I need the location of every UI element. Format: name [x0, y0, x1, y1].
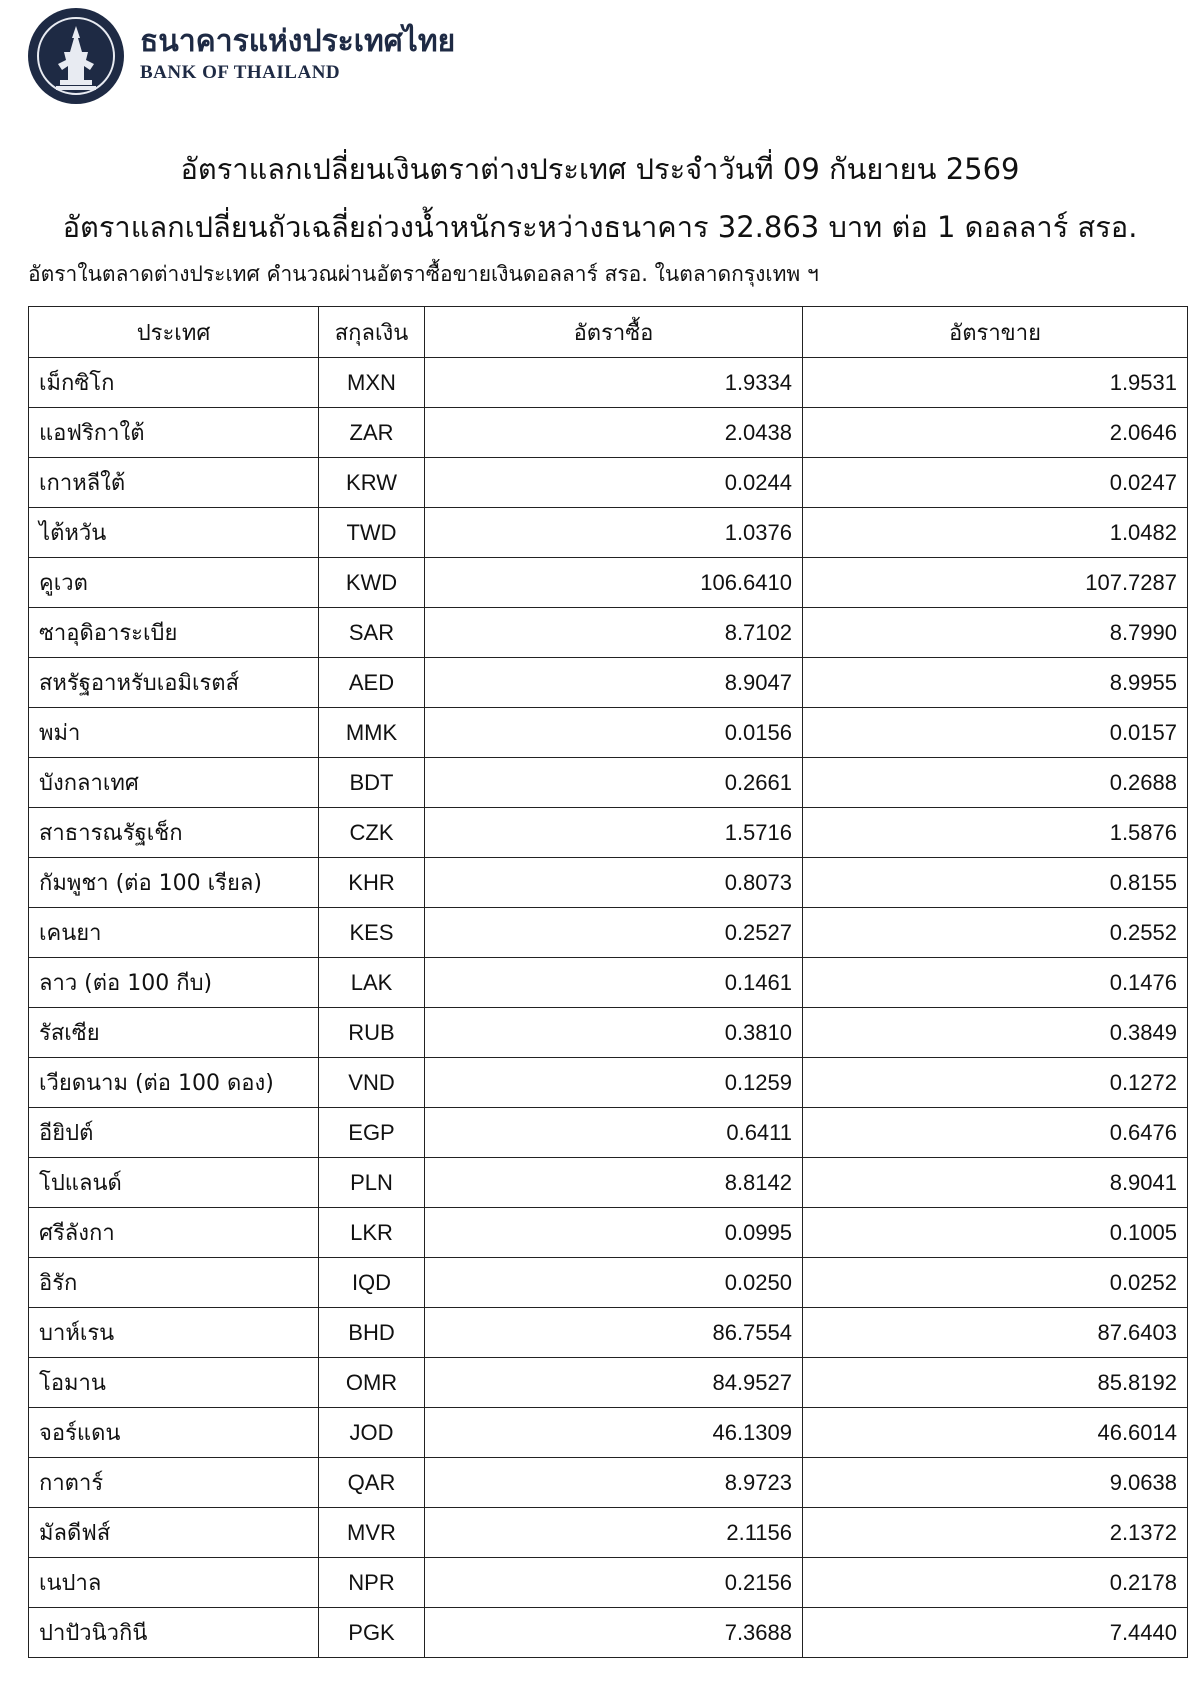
country-cell: โปแลนด์: [29, 1158, 319, 1208]
currency-code-cell: LKR: [319, 1208, 425, 1258]
sell-rate-cell: 0.0157: [803, 708, 1188, 758]
table-row: [29, 958, 1188, 1008]
market-note: อัตราในตลาดต่างประเทศ คำนวณผ่านอัตราซื้อขายเงินดอลลาร์ สรอ. ในตลาดกรุงเทพ ฯ: [28, 262, 819, 286]
sell-rate-cell: 0.0247: [803, 458, 1188, 508]
header-country: ประเทศ: [29, 307, 319, 358]
table-row: [29, 1458, 1188, 1508]
header-currency: สกุลเงิน: [319, 307, 425, 358]
sell-rate-cell: 0.2178: [803, 1558, 1188, 1608]
buy-rate-cell: 1.0376: [425, 508, 803, 558]
currency-code-cell: OMR: [319, 1358, 425, 1408]
buy-rate-cell: 46.1309: [425, 1408, 803, 1458]
currency-code-cell: PLN: [319, 1158, 425, 1208]
sell-rate-cell: 2.1372: [803, 1508, 1188, 1558]
currency-code-cell: VND: [319, 1058, 425, 1108]
sell-rate-cell: 9.0638: [803, 1458, 1188, 1508]
currency-code-cell: BDT: [319, 758, 425, 808]
currency-code-cell: QAR: [319, 1458, 425, 1508]
buy-rate-cell: 0.6411: [425, 1108, 803, 1158]
sell-rate-cell: 8.9041: [803, 1158, 1188, 1208]
currency-code-cell: PGK: [319, 1608, 425, 1658]
buy-rate-cell: 106.6410: [425, 558, 803, 608]
currency-code-cell: LAK: [319, 958, 425, 1008]
buy-rate-cell: 0.0995: [425, 1208, 803, 1258]
country-cell: ซาอุดิอาระเบีย: [29, 608, 319, 658]
country-cell: กัมพูชา (ต่อ 100 เรียล): [29, 858, 319, 908]
sell-rate-cell: 1.0482: [803, 508, 1188, 558]
buy-rate-cell: 2.0438: [425, 408, 803, 458]
table-row: [29, 508, 1188, 558]
buy-rate-cell: 0.1259: [425, 1058, 803, 1108]
buy-rate-cell: 7.3688: [425, 1608, 803, 1658]
currency-code-cell: MVR: [319, 1508, 425, 1558]
currency-code-cell: NPR: [319, 1558, 425, 1608]
buy-rate-cell: 0.0244: [425, 458, 803, 508]
bank-name-english: BANK OF THAILAND: [140, 62, 341, 83]
country-cell: ปาปัวนิวกินี: [29, 1608, 319, 1658]
table-body: [29, 358, 1188, 1658]
currency-code-cell: KES: [319, 908, 425, 958]
page-title: อัตราแลกเปลี่ยนเงินตราต่างประเทศ ประจำวันที่ 09 กันยายน 2569: [180, 152, 1020, 186]
country-cell: คูเวต: [29, 558, 319, 608]
currency-code-cell: KRW: [319, 458, 425, 508]
table-row: [29, 608, 1188, 658]
table-row: [29, 1608, 1188, 1658]
table-row: [29, 458, 1188, 508]
table-row: [29, 1008, 1188, 1058]
currency-code-cell: MXN: [319, 358, 425, 408]
sell-rate-cell: 8.7990: [803, 608, 1188, 658]
country-cell: ไต้หวัน: [29, 508, 319, 558]
buy-rate-cell: 0.2156: [425, 1558, 803, 1608]
country-cell: เม็กซิโก: [29, 358, 319, 408]
sell-rate-cell: 0.6476: [803, 1108, 1188, 1158]
sell-rate-cell: 0.2688: [803, 758, 1188, 808]
table-row: [29, 1158, 1188, 1208]
country-cell: อียิปต์: [29, 1108, 319, 1158]
buy-rate-cell: 0.0156: [425, 708, 803, 758]
country-cell: รัสเซีย: [29, 1008, 319, 1058]
sell-rate-cell: 87.6403: [803, 1308, 1188, 1358]
buy-rate-cell: 8.8142: [425, 1158, 803, 1208]
buy-rate-cell: 0.3810: [425, 1008, 803, 1058]
country-cell: สหรัฐอาหรับเอมิเรตส์: [29, 658, 319, 708]
exchange-rate-table: [28, 306, 1188, 1658]
bank-of-thailand-seal-icon: [28, 8, 124, 104]
sell-rate-cell: 0.3849: [803, 1008, 1188, 1058]
currency-code-cell: RUB: [319, 1008, 425, 1058]
currency-code-cell: TWD: [319, 508, 425, 558]
table-row: [29, 1208, 1188, 1258]
country-cell: เนปาล: [29, 1558, 319, 1608]
currency-code-cell: CZK: [319, 808, 425, 858]
country-cell: เวียดนาม (ต่อ 100 ดอง): [29, 1058, 319, 1108]
bank-name: [140, 22, 455, 84]
header-buy-rate: อัตราซื้อ: [425, 307, 803, 358]
sell-rate-cell: 2.0646: [803, 408, 1188, 458]
buy-rate-cell: 2.1156: [425, 1508, 803, 1558]
sell-rate-cell: 7.4440: [803, 1608, 1188, 1658]
country-cell: พม่า: [29, 708, 319, 758]
country-cell: โอมาน: [29, 1358, 319, 1408]
country-cell: บาห์เรน: [29, 1308, 319, 1358]
header-sell-rate: อัตราขาย: [803, 307, 1188, 358]
sell-rate-cell: 107.7287: [803, 558, 1188, 608]
buy-rate-cell: 8.9723: [425, 1458, 803, 1508]
bank-name-thai: ธนาคารแห่งประเทศไทย: [140, 24, 456, 59]
sell-rate-cell: 46.6014: [803, 1408, 1188, 1458]
buy-rate-cell: 86.7554: [425, 1308, 803, 1358]
buy-rate-cell: 0.1461: [425, 958, 803, 1008]
table-row: [29, 658, 1188, 708]
currency-code-cell: JOD: [319, 1408, 425, 1458]
sell-rate-cell: 1.5876: [803, 808, 1188, 858]
table-row: [29, 358, 1188, 408]
table-header-row: [29, 307, 1188, 358]
sell-rate-cell: 0.8155: [803, 858, 1188, 908]
sell-rate-cell: 0.1272: [803, 1058, 1188, 1108]
country-cell: กาตาร์: [29, 1458, 319, 1508]
table-row: [29, 1258, 1188, 1308]
table-row: [29, 408, 1188, 458]
country-cell: อิรัก: [29, 1258, 319, 1308]
table-row: [29, 708, 1188, 758]
country-cell: แอฟริกาใต้: [29, 408, 319, 458]
buy-rate-cell: 8.7102: [425, 608, 803, 658]
sell-rate-cell: 0.1005: [803, 1208, 1188, 1258]
country-cell: เคนยา: [29, 908, 319, 958]
buy-rate-cell: 0.8073: [425, 858, 803, 908]
sell-rate-cell: 85.8192: [803, 1358, 1188, 1408]
country-cell: ลาว (ต่อ 100 กีบ): [29, 958, 319, 1008]
sell-rate-cell: 0.0252: [803, 1258, 1188, 1308]
table-row: [29, 1558, 1188, 1608]
country-cell: บังกลาเทศ: [29, 758, 319, 808]
sell-rate-cell: 1.9531: [803, 358, 1188, 408]
country-cell: จอร์แดน: [29, 1408, 319, 1458]
country-cell: มัลดีฟส์: [29, 1508, 319, 1558]
currency-code-cell: EGP: [319, 1108, 425, 1158]
buy-rate-cell: 84.9527: [425, 1358, 803, 1408]
buy-rate-cell: 8.9047: [425, 658, 803, 708]
table-row: [29, 1408, 1188, 1458]
table-row: [29, 1358, 1188, 1408]
currency-code-cell: SAR: [319, 608, 425, 658]
sell-rate-cell: 0.1476: [803, 958, 1188, 1008]
currency-code-cell: KWD: [319, 558, 425, 608]
buy-rate-cell: 0.2527: [425, 908, 803, 958]
country-cell: ศรีลังกา: [29, 1208, 319, 1258]
currency-code-cell: AED: [319, 658, 425, 708]
table-row: [29, 1058, 1188, 1108]
table-row: [29, 1508, 1188, 1558]
buy-rate-cell: 0.2661: [425, 758, 803, 808]
page-subtitle: อัตราแลกเปลี่ยนถัวเฉลี่ยถ่วงน้ำหนักระหว่างธนาคาร 32.863 บาท ต่อ 1 ดอลลาร์ สรอ.: [62, 210, 1138, 244]
currency-code-cell: BHD: [319, 1308, 425, 1358]
table-row: [29, 558, 1188, 608]
buy-rate-cell: 0.0250: [425, 1258, 803, 1308]
currency-code-cell: MMK: [319, 708, 425, 758]
country-cell: สาธารณรัฐเช็ก: [29, 808, 319, 858]
table-row: [29, 858, 1188, 908]
sell-rate-cell: 0.2552: [803, 908, 1188, 958]
bank-header: [28, 8, 455, 104]
table-row: [29, 758, 1188, 808]
table-row: [29, 808, 1188, 858]
sell-rate-cell: 8.9955: [803, 658, 1188, 708]
table-row: [29, 908, 1188, 958]
currency-code-cell: ZAR: [319, 408, 425, 458]
table-row: [29, 1108, 1188, 1158]
buy-rate-cell: 1.5716: [425, 808, 803, 858]
currency-code-cell: KHR: [319, 858, 425, 908]
currency-code-cell: IQD: [319, 1258, 425, 1308]
country-cell: เกาหลีใต้: [29, 458, 319, 508]
table-row: [29, 1308, 1188, 1358]
buy-rate-cell: 1.9334: [425, 358, 803, 408]
